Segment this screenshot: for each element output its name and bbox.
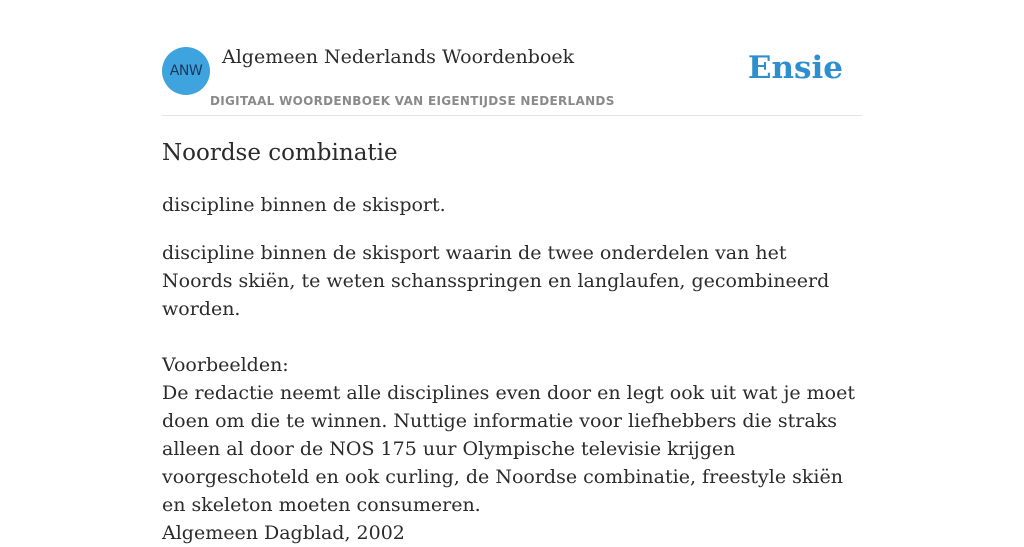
anw-logo[interactable]: ANW xyxy=(162,47,210,95)
site-header xyxy=(162,0,862,116)
spacer xyxy=(162,323,862,351)
short-definition: discipline binnen de skisport. xyxy=(162,194,446,216)
example-text: De redactie neemt alle disciplines even door en legt ook uit wat je moet doen om die te winnen. Nuttige informatie voor liefhebbers die straks alleen al door de NOS 175 uur Olympische televisie krijgen voorgeschoteld en ook curling, de Noordse combinatie, freestyle skiën en skeleton moeten consumeren. xyxy=(162,382,855,516)
site-subtitle: DIGITAAL WOORDENBOEK VAN EIGENTIJDSE NEDERLANDS xyxy=(210,94,615,108)
example-source: Algemeen Dagblad, 2002 xyxy=(162,522,405,544)
examples-heading: Voorbeelden: xyxy=(162,354,289,376)
ensie-brand-link[interactable]: Ensie xyxy=(747,50,843,86)
entry-title: Noordse combinatie xyxy=(162,140,398,166)
definition-block xyxy=(162,239,862,547)
long-definition: discipline binnen de skisport waarin de twee onderdelen van het Noords skiën, te weten schansspringen en langlaufen, gecombineerd worden. xyxy=(162,242,830,320)
site-title-link[interactable]: Algemeen Nederlands Woordenboek xyxy=(222,46,575,68)
page xyxy=(162,0,862,544)
